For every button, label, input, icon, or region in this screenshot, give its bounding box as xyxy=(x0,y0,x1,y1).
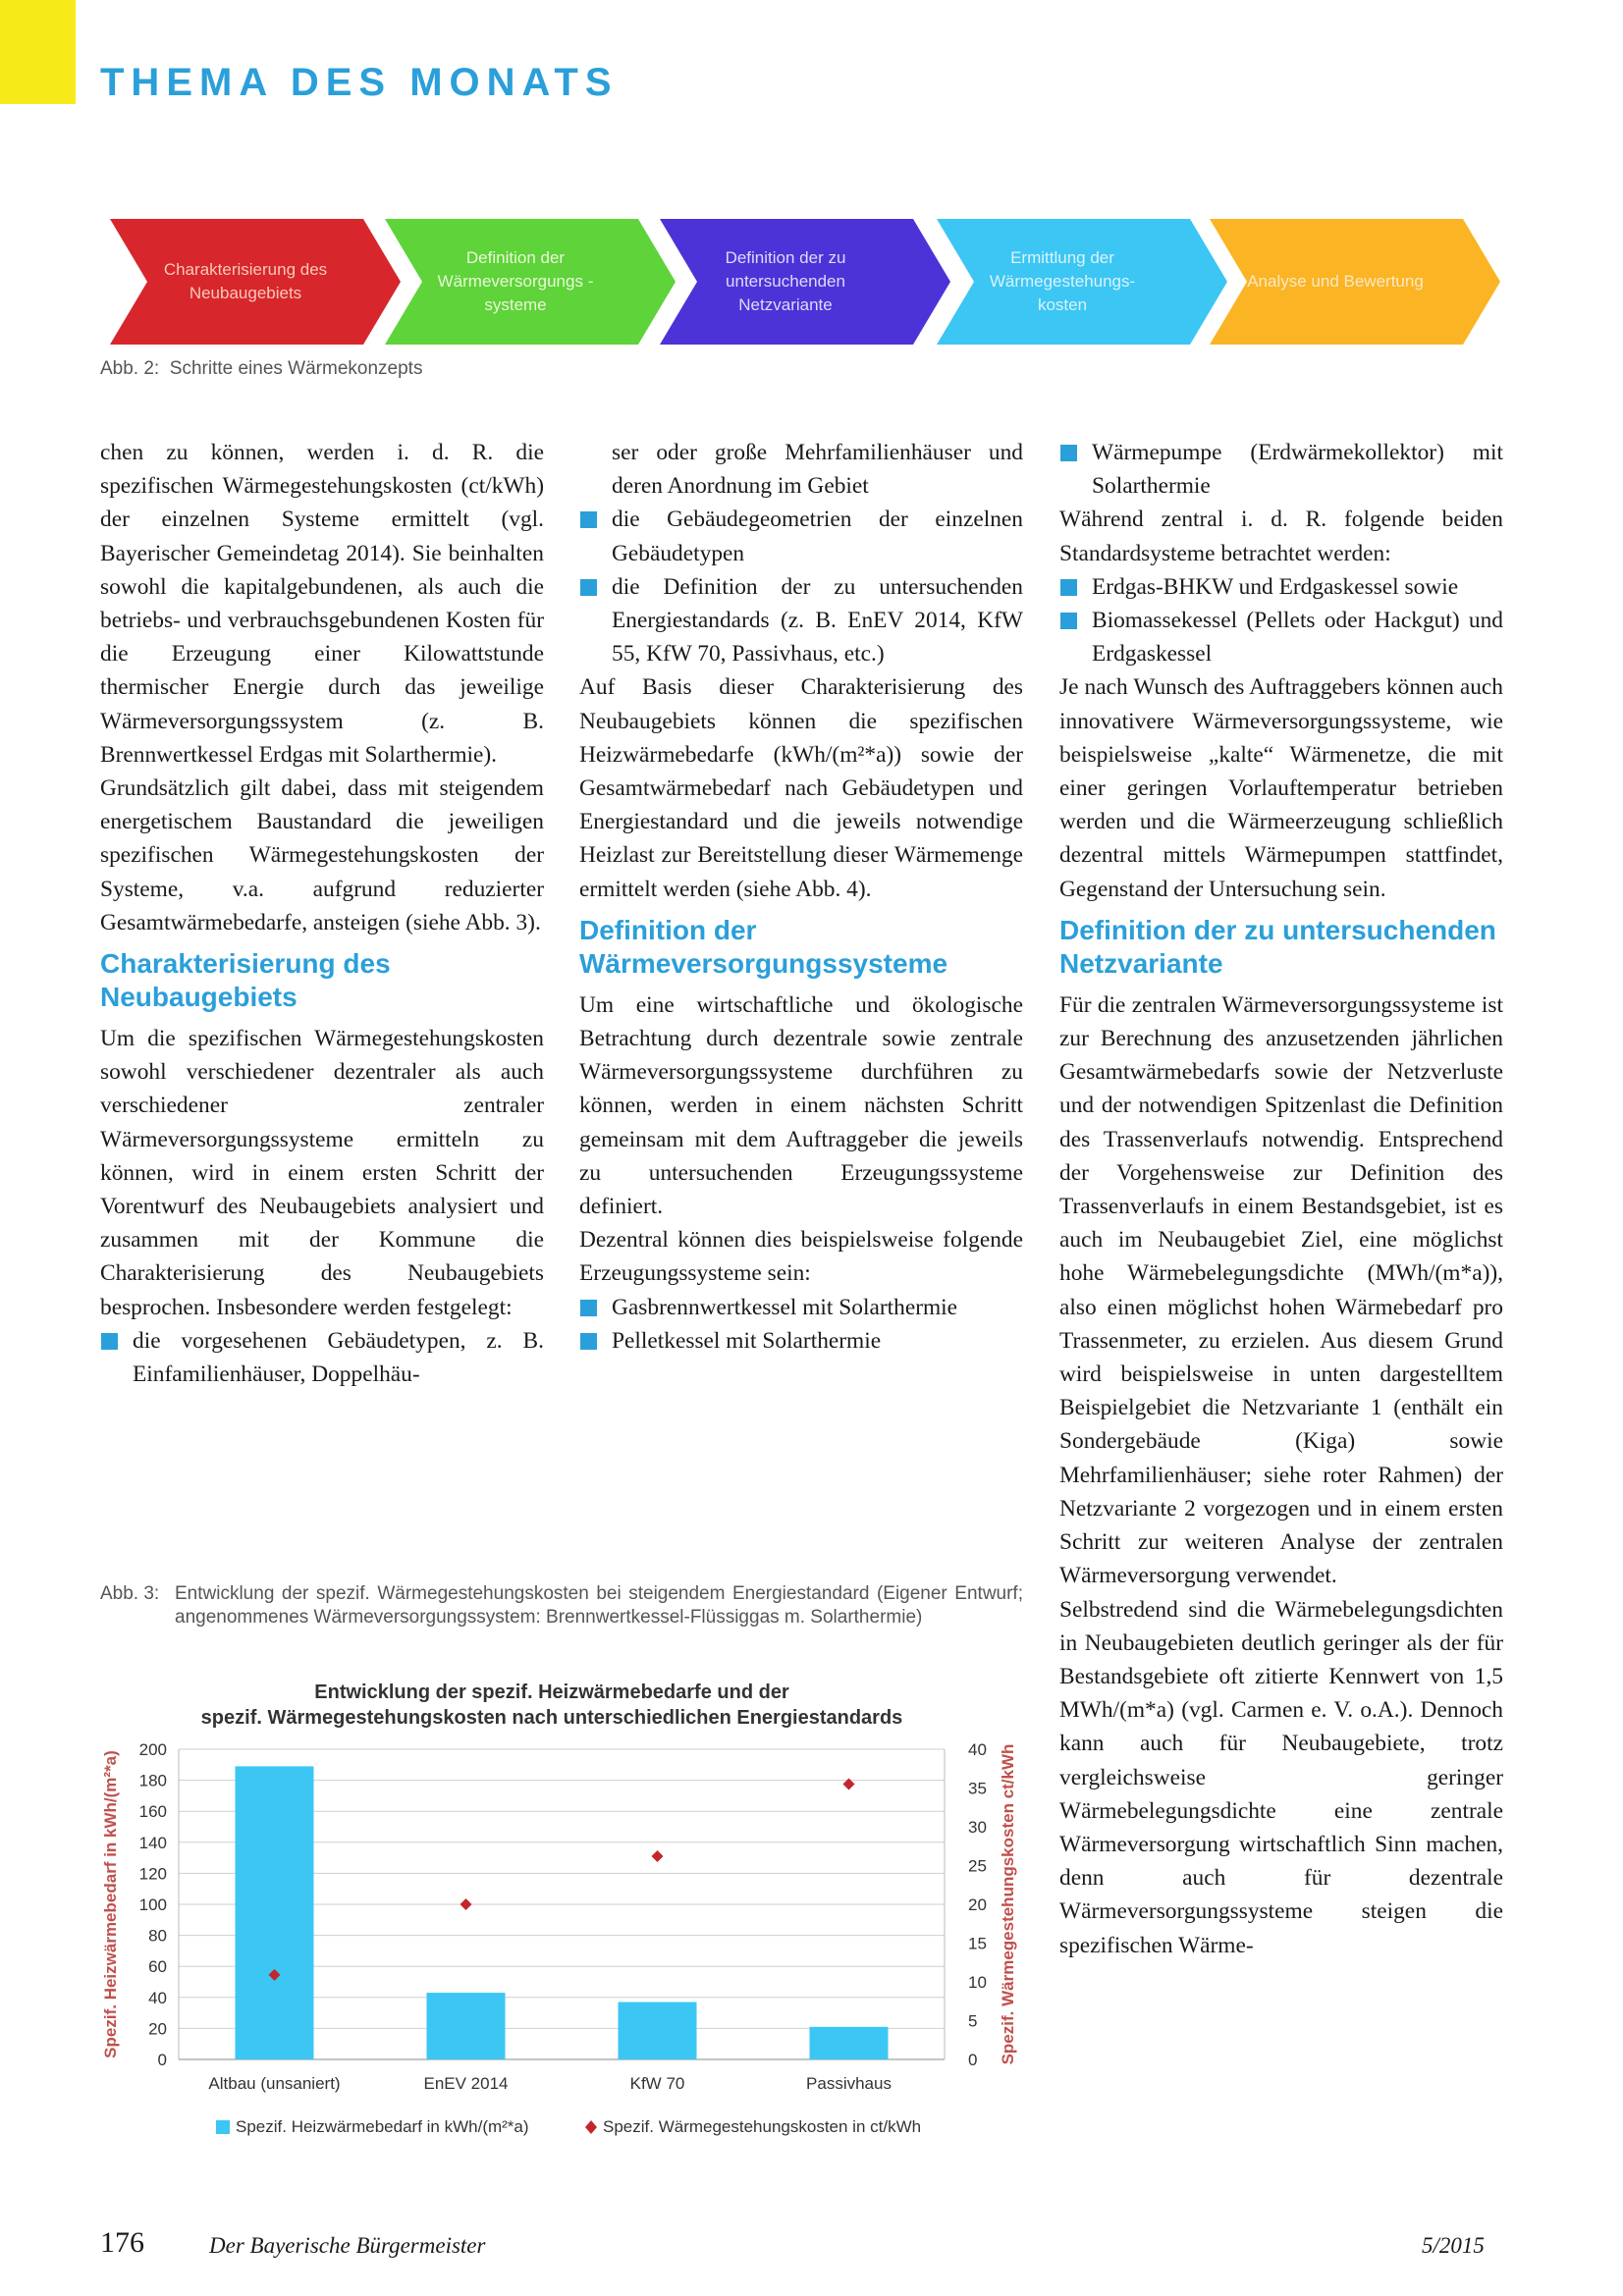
y-axis-label: Spezif. Heizwärmebedarf in kWh/(m²*a) xyxy=(101,1750,120,2058)
bar xyxy=(427,1993,506,2059)
bullet-square-icon xyxy=(1060,613,1077,629)
heat-demand-cost-chart xyxy=(100,1671,1023,2162)
x-tick-label: Altbau (unsaniert) xyxy=(208,2074,341,2093)
y-right-axis-label: Spezif. Wärmegestehungskosten ct/kWh xyxy=(999,1743,1017,2065)
y-right-tick-label: 25 xyxy=(968,1856,987,1876)
step-3-label: Definition der zu untersuchenden Netzvariante xyxy=(725,248,846,314)
legend-bar-swatch xyxy=(216,2120,230,2134)
y-tick-label: 120 xyxy=(138,1864,167,1884)
paragraph: Während zentral i. d. R. folgende beiden Standardsysteme betrachtet werden: xyxy=(1059,507,1503,566)
process-steps xyxy=(110,219,1500,345)
list-item: die vorgesehenen Gebäudetypen, z. B. Einfamilienhäuser, Doppelhäu- xyxy=(100,1324,544,1391)
list-item: Biomassekessel (Pellets oder Hackgut) und Erdgaskessel xyxy=(1059,604,1503,670)
paragraph: Auf Basis dieser Charakterisierung des Neubaugebiets können die spezifischen Heizwärmebedarfe (kWh/(m²*a)) sowie der Gesamtwärmebedarf nach Gebäudetypen und Energiestandard und die jeweils notwendige Heizlast zur Bereitstellung dieser Wärmemenge ermittelt werden (siehe Abb. 4). xyxy=(579,674,1023,902)
bullet-square-icon xyxy=(580,579,597,596)
y-tick-label: 140 xyxy=(138,1833,167,1852)
section-header: THEMA DES MONATS xyxy=(100,61,619,104)
figure-3-text: Entwicklung der spezif. Wärmegestehungskosten bei steigendem Energiestandard (Eigener Entwurf; angenommenes Wärmeversorgungssystem: Brennwertkessel-Flüssiggas m. Solarthermie) xyxy=(175,1583,1023,1628)
bar xyxy=(619,2002,697,2059)
list-item-continued: ser oder große Mehrfamilienhäuser und deren Anordnung im Gebiet xyxy=(612,440,1023,500)
y-tick-label: 100 xyxy=(138,1896,167,1914)
issue-number: 5/2015 xyxy=(1422,2233,1485,2258)
chart-title-line: spezif. Wärmegestehungskosten nach unterschiedlichen Energiestandards xyxy=(200,1707,903,1729)
y-tick-label: 60 xyxy=(148,1957,167,1977)
paragraph: Um die spezifischen Wärmegestehungskosten sowohl verschiedener dezentraler als auch verschiedener zentraler Wärmeversorgungssysteme ermitteln zu können, wird in einem ersten Schritt der Vorentwurf des Neubaugebiets analysiert und zusammen mit der Kommune die Charakterisierung des Neubaugebiets besprochen. Insbesondere werden festgelegt: xyxy=(100,1026,544,1320)
figure-3-caption xyxy=(100,1582,1023,1629)
step-4-label: Ermittlung der Wärmegestehungs- kosten xyxy=(989,248,1136,314)
step-2-label: Definition der Wärmeversorgungs -systeme xyxy=(437,248,594,314)
paragraph: Grundsätzlich gilt dabei, dass mit steigendem energetischem Baustandard die jeweiligen spezifischen Wärmegestehungskosten der Systeme, v.a. aufgrund reduzierter Gesamtwärmebedarfe, ansteigen (siehe Abb. 3). xyxy=(100,775,544,935)
list-item: die Definition der zu untersuchenden Energiestandards (z. B. EnEV 2014, KfW 55, KfW 70, Passivhaus, etc.) xyxy=(579,570,1023,671)
y-right-tick-label: 15 xyxy=(968,1934,987,1953)
x-tick-label: Passivhaus xyxy=(806,2074,892,2093)
paragraph: chen zu können, werden i. d. R. die spezifischen Wärmegestehungskosten (ct/kWh) der einzelnen Systeme ermittelt (vgl. Bayerischer Gemeindetag 2014). Sie beinhalten sowohl die kapitalgebundenen, als auch die betriebs- und verbrauchsgebundenen Kosten für die Erzeugung einer Kilowattstunde thermischer Energie durch das jeweilige Wärmeversorgungssystem (z. B. Brennwertkessel Erdgas mit Solarthermie). xyxy=(100,440,544,768)
bullet-list xyxy=(579,436,1023,670)
bullet-list xyxy=(579,1291,1023,1358)
list-item: Wärmepumpe (Erdwärmekollektor) mit Solarthermie xyxy=(1059,436,1503,503)
y-right-tick-label: 5 xyxy=(968,2011,978,2031)
y-right-tick-label: 40 xyxy=(968,1740,987,1759)
y-tick-label: 160 xyxy=(138,1802,167,1822)
list-item: Erdgas-BHKW und Erdgaskessel sowie xyxy=(1059,570,1503,604)
y-right-tick-label: 10 xyxy=(968,1973,987,1992)
bullet-square-icon xyxy=(580,511,597,528)
list-item: die Gebäudegeometrien der einzelnen Gebäudetypen xyxy=(579,503,1023,569)
y-tick-label: 200 xyxy=(138,1740,167,1759)
bullet-square-icon xyxy=(580,1300,597,1316)
legend-entry: Spezif. Wärmegestehungskosten in ct/kWh xyxy=(603,2117,922,2136)
step-1-label: Charakterisierung des Neubaugebiets xyxy=(163,260,328,302)
journal-name: Der Bayerische Bürgermeister xyxy=(209,2233,486,2258)
list-item: Gasbrennwertkessel mit Solarthermie xyxy=(579,1291,1023,1324)
column-3 xyxy=(1059,436,1503,1962)
y-tick-label: 0 xyxy=(157,2051,167,2069)
y-right-tick-label: 30 xyxy=(968,1818,987,1837)
header-color-block xyxy=(0,0,76,104)
bullet-list xyxy=(100,1324,544,1391)
section-heading: Definition der Wärmeversorgungssysteme xyxy=(579,914,948,979)
y-tick-label: 180 xyxy=(138,1771,167,1790)
chart-title-line: Entwicklung der spezif. Heizwärmebedarfe und der xyxy=(314,1682,789,1703)
y-tick-label: 80 xyxy=(148,1926,167,1946)
y-tick-label: 20 xyxy=(148,2019,167,2039)
y-tick-label: 40 xyxy=(148,1988,167,2007)
figure-2-caption xyxy=(100,357,422,381)
bullet-square-icon xyxy=(1060,445,1077,461)
x-tick-label: EnEV 2014 xyxy=(423,2074,509,2093)
y-right-tick-label: 0 xyxy=(968,2051,978,2069)
paragraph: Für die zentralen Wärmeversorgungssysteme ist zur Berechnung des anzusetzenden jährlichen Gesamtwärmebedarfs sowie der Netzverluste und der notwendigen Spitzenlast die Definition des Trassenverlaufs notwendig. Entsprechend der Vorgehensweise zur Definition des Trassenverlaufs in einem Bestandsgebiet, ist es auch im Neubaugebiet Ziel, eine möglichst hohe Wärmebelegungsdichte (MWh/(m*a)), also einen möglichst hohen Wärmebedarf pro Trassenmeter, zu erzielen. Aus diesem Grund wird beispielsweise in unten dargestelltem Beispielgebiet die Netzvariante 1 (enthält ein Sondergebäude (Kiga) sowie Mehrfamilienhäuser; siehe roter Rahmen) der Netzvariante 2 vorgezogen und in einem ersten Schritt zur weiteren Analyse der zentralen Wärmeversorgung verwendet. xyxy=(1059,991,1503,1589)
figure-2-number: Abb. 2: xyxy=(100,358,160,379)
x-tick-label: KfW 70 xyxy=(629,2074,685,2093)
bullet-square-icon xyxy=(101,1333,118,1350)
paragraph: Selbstredend sind die Wärmebelegungsdichten in Neubaugebieten deutlich geringer als der für Bestandsgebiete oft zitierte Kennwert von 1,5 MWh/(m*a) (vgl. Carmen e. V. o.A.). Dennoch kann auch für Neubaugebiete, trotz vergleichsweise geringer Wärmebelegungsdichte eine zentrale Wärmeversorgung wirtschaftlich Sinn machen, denn auch für dezentrale Wärmeversorgungssysteme steigen die spezifischen Wärme- xyxy=(1059,1596,1503,1958)
step-5-label: Analyse und Bewertung xyxy=(1247,272,1424,291)
bar xyxy=(236,1766,314,2059)
y-right-tick-label: 35 xyxy=(968,1779,987,1798)
section-heading: Charakterisierung des Neubaugebiets xyxy=(100,948,391,1013)
bullet-square-icon xyxy=(1060,579,1077,596)
bullet-square-icon xyxy=(580,1333,597,1350)
column-2 xyxy=(579,436,1023,1358)
bullet-list xyxy=(1059,570,1503,671)
figure-2-text: Schritte eines Wärmekonzepts xyxy=(169,358,423,379)
paragraph: Je nach Wunsch des Auftraggebers können auch innovativere Wärmeversorgungssysteme, wie beispielsweise „kalte“ Wärmenetze, die mit einer geringen Vorlauftemperatur betrieben werden und die Wärmeerzeugung schließlich dezentral mittels Wärmepumpen stattfindet, Gegenstand der Untersuchung sein. xyxy=(1059,674,1503,902)
bullet-list xyxy=(1059,436,1503,503)
column-1 xyxy=(100,436,544,1391)
paragraph: Um eine wirtschaftliche und ökologische Betrachtung durch dezentrale sowie zentrale Wärmeversorgungssysteme durchführen zu können, werden in einem nächsten Schritt gemeinsam mit dem Auftraggeber die jeweils zu untersuchenden Erzeugungssysteme definiert. xyxy=(579,991,1023,1220)
page-number: 176 xyxy=(100,2226,144,2259)
list-item: Pelletkessel mit Solarthermie xyxy=(579,1324,1023,1358)
legend-entry: Spezif. Heizwärmebedarf in kWh/(m²*a) xyxy=(236,2117,529,2136)
y-right-tick-label: 20 xyxy=(968,1896,987,1914)
section-heading: Definition der zu untersuchenden Netzvariante xyxy=(1059,914,1496,979)
paragraph: Dezentral können dies beispielsweise folgende Erzeugungssysteme sein: xyxy=(579,1227,1023,1287)
figure-3-number: Abb. 3: xyxy=(100,1583,160,1604)
bar xyxy=(810,2027,889,2059)
